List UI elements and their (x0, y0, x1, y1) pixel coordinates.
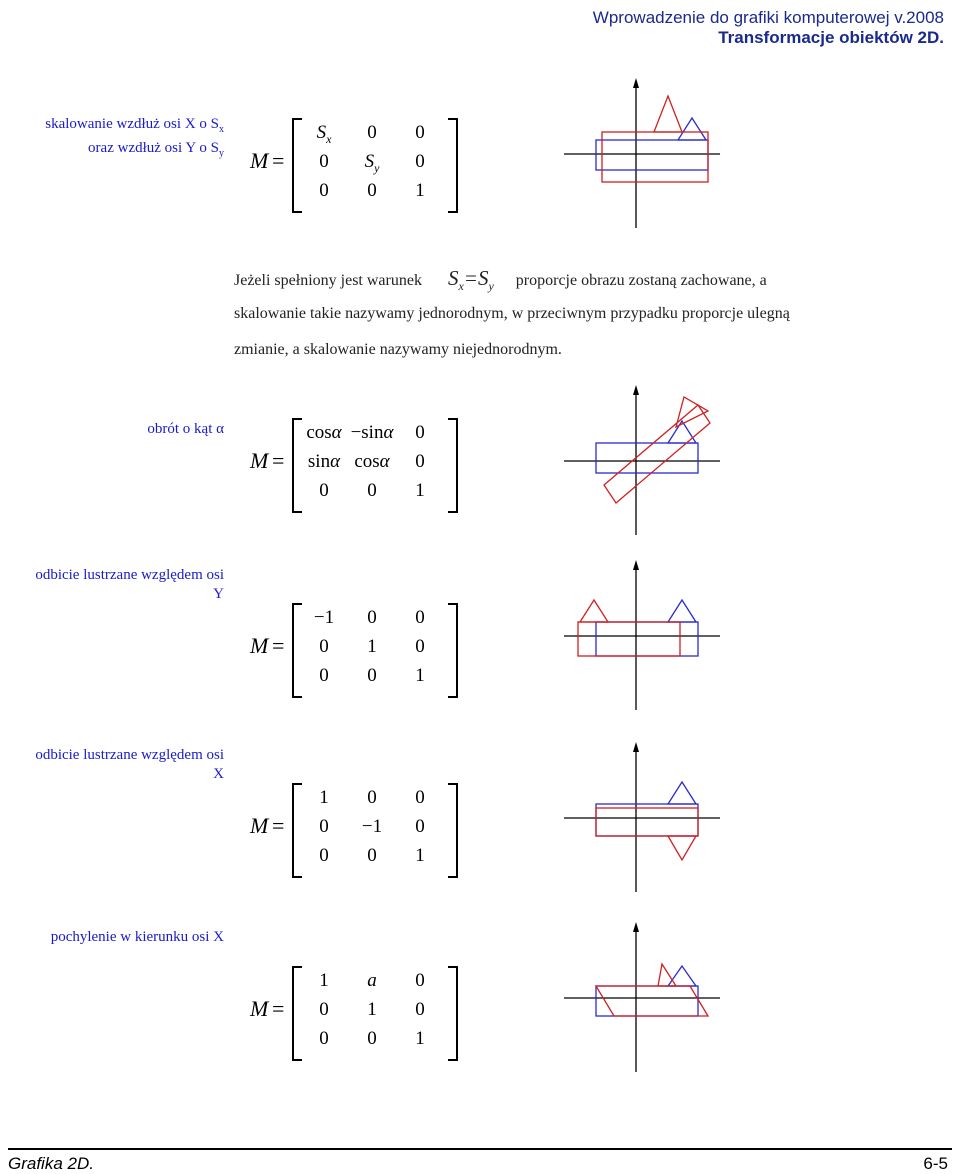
matrix-cell: 0 (319, 151, 329, 172)
matrix-cell: sinα (307, 451, 341, 472)
matrix-cell: 0 (415, 816, 425, 837)
matrix-cell: a (367, 970, 377, 991)
matrix-cell: 0 (367, 665, 377, 686)
page-header (593, 8, 944, 48)
matrix-cell: cosα (354, 451, 390, 472)
matrix-cell: 0 (367, 180, 377, 201)
equals-sign: = (272, 147, 285, 173)
matrix-cell: 1 (415, 1028, 425, 1049)
matrix-cell: 0 (415, 451, 425, 472)
matrix-cell: 1 (319, 970, 329, 991)
matrix-cell: 1 (367, 636, 377, 657)
equals-sign: = (272, 995, 285, 1021)
equals-sign: = (272, 447, 285, 473)
matrix-cell: 1 (415, 180, 425, 201)
matrix-cell: 0 (319, 665, 329, 686)
paragraph-line1: Jeżeli spełniony jest warunek $S_x=S_y$ proporcje obrazu zostaną zachowane, a (234, 266, 767, 294)
rotation-figure (560, 385, 720, 535)
matrix-cell: 1 (415, 480, 425, 501)
matrix-cell: 0 (415, 999, 425, 1020)
matrix-cell: 0 (367, 480, 377, 501)
matrix-symbol: M (250, 447, 269, 473)
matrix-cell: 0 (415, 422, 425, 443)
matrix-cell: 0 (415, 970, 425, 991)
matrix-symbol: M (250, 995, 269, 1021)
matrix-cell: 1 (319, 787, 329, 808)
equals-sign: = (272, 632, 285, 658)
matrix-cell: 1 (367, 999, 377, 1020)
footer-title: Grafika 2D. (8, 1154, 94, 1173)
scale-label: skalowanie wzdłuż osi X o $S_x$ oraz wzdłuż osi Y o $S_y$ (45, 116, 224, 159)
matrix-cell: 0 (415, 122, 425, 143)
mirror-x-label: odbicie lustrzane względem osi X (35, 747, 224, 782)
mirror-x-figure (560, 742, 720, 892)
matrix-cell: −sinα (350, 422, 394, 443)
matrix-cell: $S_x$ (316, 122, 332, 146)
matrix-cell: $S_y$ (364, 151, 380, 175)
rotation-label: obrót o kąt α (147, 421, 224, 437)
matrix-cell: −1 (361, 816, 383, 837)
matrix-cell: 0 (367, 607, 377, 628)
matrix-cell: cosα (306, 422, 342, 443)
mirror-y-label: odbicie lustrzane względem osi Y (35, 567, 224, 602)
matrix-cell: −1 (313, 607, 335, 628)
matrix-cell: 0 (319, 180, 329, 201)
header-subtitle: Transformacje obiektów 2D. (718, 28, 944, 47)
shear-label: pochylenie w kierunku osi X (50, 929, 224, 945)
matrix-cell: 0 (367, 845, 377, 866)
matrix-cell: 1 (415, 845, 425, 866)
shear-figure (560, 922, 720, 1072)
matrix-cell: 0 (319, 636, 329, 657)
matrix-cell: 0 (415, 607, 425, 628)
paragraph-line2: skalowanie takie nazywamy jednorodnym, w przeciwnym przypadku proporcje ulegną (234, 305, 790, 322)
matrix-cell: 0 (319, 999, 329, 1020)
matrix-cell: 0 (415, 151, 425, 172)
matrix-cell: 0 (319, 845, 329, 866)
matrix-cell: 0 (415, 636, 425, 657)
paragraph-line3: zmianie, a skalowanie nazywamy niejednorodnym. (234, 341, 562, 358)
matrix-symbol: M (250, 812, 269, 838)
matrix-cell: 0 (367, 1028, 377, 1049)
matrix-cell: 1 (415, 665, 425, 686)
page-number: 6-5 (923, 1154, 948, 1173)
header-title: Wprowadzenie do grafiki komputerowej v.2008 (592, 8, 944, 27)
matrix-symbol: M (250, 147, 269, 173)
matrix-symbol: M (250, 632, 269, 658)
mirror-y-figure (560, 560, 720, 710)
matrix-cell: 0 (367, 787, 377, 808)
equals-sign: = (272, 812, 285, 838)
matrix-cell: 0 (415, 787, 425, 808)
scaling-figure (560, 78, 720, 228)
footer-rule (8, 1148, 952, 1150)
matrix-cell: 0 (367, 122, 377, 143)
matrix-cell: 0 (319, 480, 329, 501)
matrix-cell: 0 (319, 816, 329, 837)
matrix-cell: 0 (319, 1028, 329, 1049)
